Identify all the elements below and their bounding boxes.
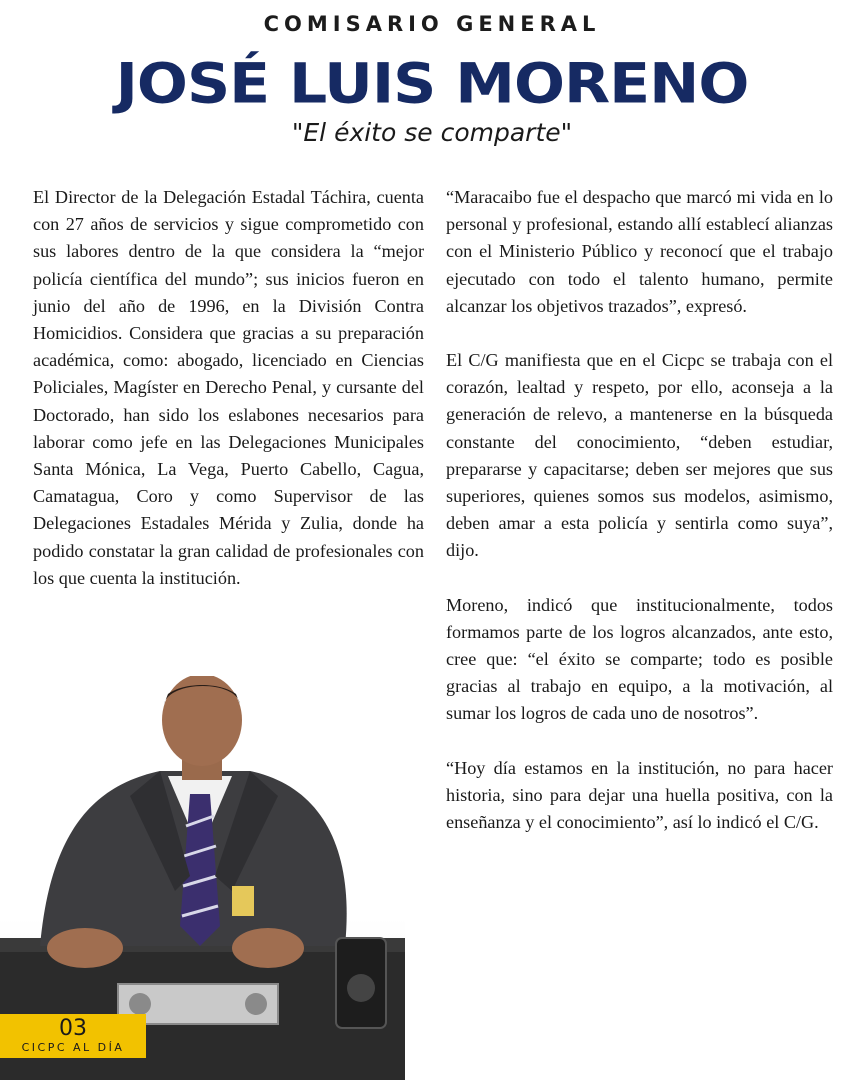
motto-quote: "El éxito se comparte" xyxy=(291,118,573,147)
person-name: JOSÉ LUIS MORENO xyxy=(115,51,749,117)
rank-title: COMISARIO GENERAL xyxy=(263,12,601,36)
article-paragraph: “Hoy día estamos en la institución, no para hacer historia, sino para dejar una huella positiva, con la enseñanza y el conocimiento”, así lo indicó el C/G. xyxy=(446,757,833,833)
nameplate-emblem-left xyxy=(129,993,151,1015)
article-left-column xyxy=(33,184,424,619)
desk-cup-emblem xyxy=(347,974,375,1002)
head xyxy=(162,676,242,766)
page-number: 03 xyxy=(59,1016,87,1041)
left-hand xyxy=(47,928,123,968)
article-paragraph: Moreno, indicó que institucionalmente, todos formamos parte de los logros alcanzados, ante esto, cree que: “el éxito se comparte; todo es posible gracias al trabajo en equipo, a la motivación, al sumar los logros de cada uno de nosotros”. xyxy=(446,594,833,724)
right-hand xyxy=(232,928,304,968)
page-tag xyxy=(0,1014,146,1058)
nameplate-emblem-right xyxy=(245,993,267,1015)
publication-name: CICPC AL DÍA xyxy=(21,1041,125,1054)
article-paragraph: “Maracaibo fue el despacho que marcó mi vida en lo personal y profesional, estando allí establecí alianzas con el Ministerio Público y reconocí que el trabajo ejecutado con todo el talento humano, permite alcanzar los objetivos trazados”, expresó. xyxy=(446,187,833,316)
article-right-column xyxy=(446,184,833,863)
article-paragraph: El Director de la Delegación Estadal Táchira, cuenta con 27 años de servicios y sigue comprometido con sus labores dentro de la que considera la “mejor policía científica del mundo”; sus inicios fueron en junio del año de 1996, en la División Contra Homicidios. Considera que gracias a su preparación académica, como: abogado, licenciado en Ciencias Policiales, Magíster en Derecho Penal, y cursante del Doctorado, han sido los eslabones necesarios para laborar como jefe en las Delegaciones Municipales Santa Mónica, La Vega, Puerto Cabello, Cagua, Camatagua, Coro y como Supervisor de las Delegaciones Estadales Mérida y Zulia, donde ha podido constatar la gran calidad de profesionales con los que cuenta la institución. xyxy=(33,187,424,588)
article-paragraph: El C/G manifiesta que en el Cicpc se trabaja con el corazón, lealtad y respeto, por ello, aconseja a la generación de relevo, a mantenerse en la búsqueda constante del conocimiento, “deben estudiar, prepararse y capacitarse; deben ser mejores que sus superiores, quienes somos sus modelos, asimismo, deben amar a esta policía y sentirla como suya”, dijo. xyxy=(446,350,833,561)
id-badge xyxy=(232,886,254,916)
